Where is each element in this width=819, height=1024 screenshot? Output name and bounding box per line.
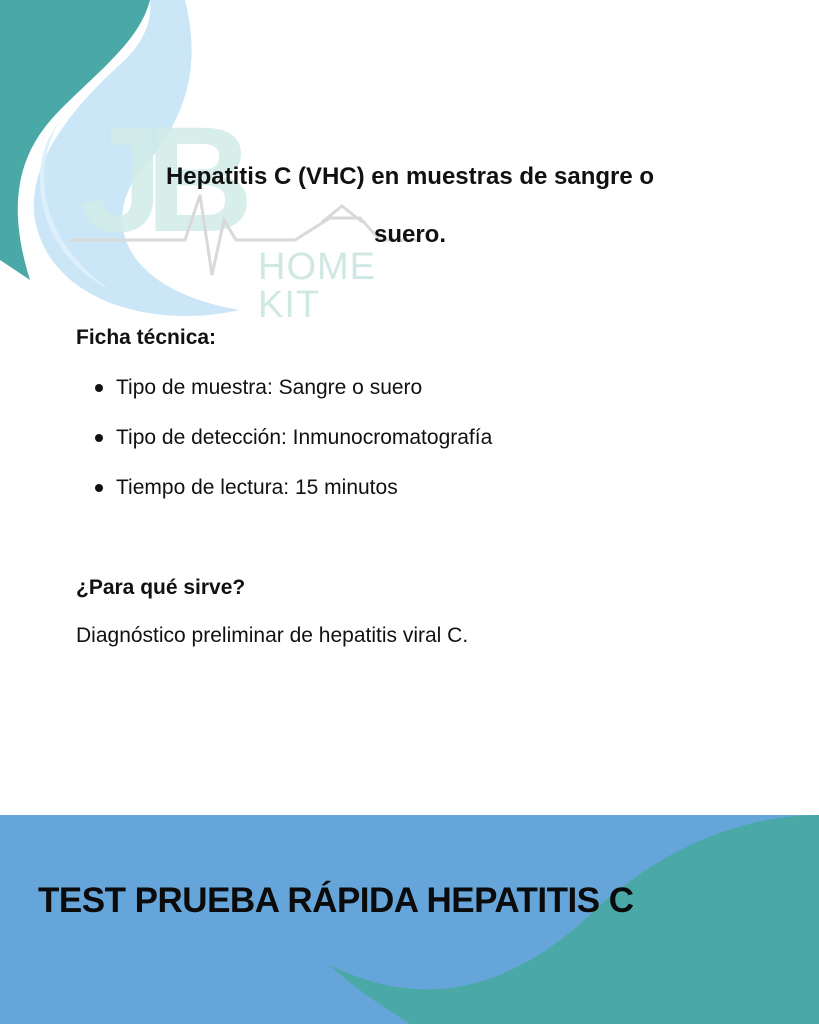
list-item [76,366,492,416]
page-title-line-1: Hepatitis C (VHC) en muestras de sangre o [165,163,655,190]
bullet-icon [95,384,103,392]
bullet-icon [95,434,103,442]
list-item [76,416,492,466]
specs-heading: Ficha técnica: [76,326,217,349]
purpose-heading: ¿Para qué sirve? [76,576,246,599]
bullet-icon [95,484,103,492]
list-item [76,466,492,516]
watermark-letters: JB [80,95,236,263]
spec-detection-type: Tipo de detección: Inmunocromatografía [116,426,493,449]
page-title [110,148,710,264]
footer-title: TEST PRUEBA RÁPIDA HEPATITIS C [38,881,634,920]
spec-reading-time: Tiempo de lectura: 15 minutos [116,476,398,499]
footer-banner [0,815,819,1024]
watermark-home-kit: HOME KIT [258,246,376,326]
specs-list [76,366,492,516]
page-title-line-2: suero. [373,221,447,248]
purpose-text: Diagnóstico preliminar de hepatitis viral C. [76,624,469,647]
spec-sample-type: Tipo de muestra: Sangre o suero [116,376,423,399]
